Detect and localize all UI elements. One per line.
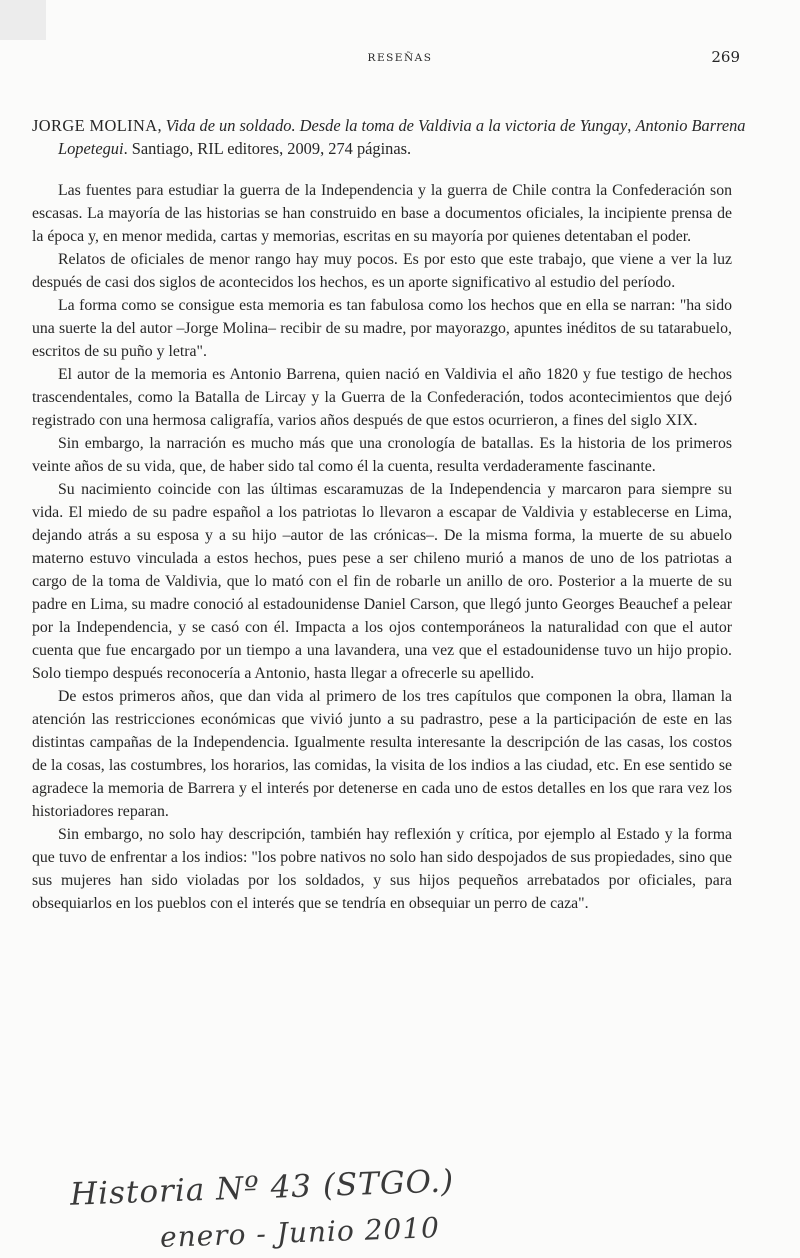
citation-comma: , [627,116,636,135]
book-citation [32,114,758,160]
scan-corner-mark [0,0,46,40]
review-body [32,179,732,915]
paragraph: Su nacimiento coincide con las últimas escaramuzas de la Independencia y marcaron para siempre su vida. El miedo de su padre español a los patriotas lo llevaron a escapar de Valdivia y establecerse en Lima, dejando atrás a su esposa y a su hijo –autor de las crónicas–. De la misma forma, la muerte de su abuelo materno estuvo vinculada a estos hechos, pues pese a ser chileno murió a manos de uno de los patriotas a cargo de la toma de Valdivia, que lo mató con el fin de robarle un anillo de oro. Posterior a la muerte de su padre en Lima, su madre conoció al estadounidense Daniel Carson, que llegó junto Georges Beauchef a pelear por la Independencia, y se casó con él. Impacta a los ojos contemporáneos la naturalidad con que el autor cuenta que fue encargado por un tiempo a una lavandera, una vez que el estadounidense tuvo un hijo propio. Solo tiempo después reconocería a Antonio, hasta llegar a ofrecerle su apellido. [32,481,732,682]
handwritten-note [69,1163,630,1258]
paragraph: Relatos de oficiales de menor rango hay muy pocos. Es por esto que este trabajo, que viene a ver la luz después de casi dos siglos de acontecidos los hechos, es un aporte significativo al estudio del período. [32,251,732,291]
handwritten-line-date: enero - Junio 2010 [159,1211,441,1254]
page-number: 269 [711,48,740,66]
handwritten-line-journal: Historia Nº 43 (STGO.) [69,1163,455,1213]
paragraph: La forma como se consigue esta memoria es tan fabulosa como los hechos que en ella se narran: "ha sido una suerte la del autor –Jorge Molina– recibir de su madre, por mayorazgo, apuntes inéditos de su tatarabuelo, escritos de su puño y letra". [32,297,732,360]
running-head [60,48,740,72]
citation-separator: , [157,116,166,135]
running-title: RESEÑAS [367,52,433,64]
paragraph: El autor de la memoria es Antonio Barrena, quien nació en Valdivia el año 1820 y fue testigo de hechos trascendentales, como la Batalla de Lircay y la Guerra de la Confederación, todos acontecimientos que dejó registrado con una hermosa caligrafía, varios años después de que estos ocurrieron, a fines del siglo XIX. [32,366,732,429]
citation-title: Vida de un soldado. Desde la toma de Valdivia a la victoria de Yungay [165,116,628,135]
citation-editor: Antonio Barrena Lopetegui [58,116,746,158]
paragraph: De estos primeros años, que dan vida al primero de los tres capítulos que componen la obra, llaman la atención las restricciones económicas que vivió junto a su padrastro, pese a la participación de este en las distintas campañas de la Independencia. Igualmente resulta interesante la descripción de las casas, los costos de la cosas, las costumbres, los horarios, las comidas, la visita de los indios a las ciudad, etc. En ese sentido se agradece la memoria de Barrera y el interés por detenerse en cada uno de estos detalles en los que rara vez los historiadores reparan. [32,688,732,820]
paragraph: Sin embargo, la narración es mucho más que una cronología de batallas. Es la historia de los primeros veinte años de su vida, que, de haber sido tal como él la cuenta, resulta verdaderamente fascinante. [32,435,732,475]
paragraph: Sin embargo, no solo hay descripción, también hay reflexión y crítica, por ejemplo al Estado y la forma que tuvo de enfrentar a los indios: "los pobre nativos no solo han sido despojados de sus propiedades, sino que sus mujeres han sido violadas por los soldados, y sus hijos pequeños arrebatados por oficiales, para obsequiarlos en los pueblos con el interés que se tendría en obsequiar un perro de caza". [32,826,732,912]
paragraph: Las fuentes para estudiar la guerra de la Independencia y la guerra de Chile contra la Confederación son escasas. La mayoría de las historias se han construido en base a documentos oficiales, la incipiente prensa de la época y, en menor medida, cartas y memorias, escritas en su mayoría por quienes detentaban el poder. [32,182,732,245]
citation-author: JORGE MOLINA [32,116,158,135]
citation-publication: . Santiago, RIL editores, 2009, 274 páginas. [123,139,412,158]
